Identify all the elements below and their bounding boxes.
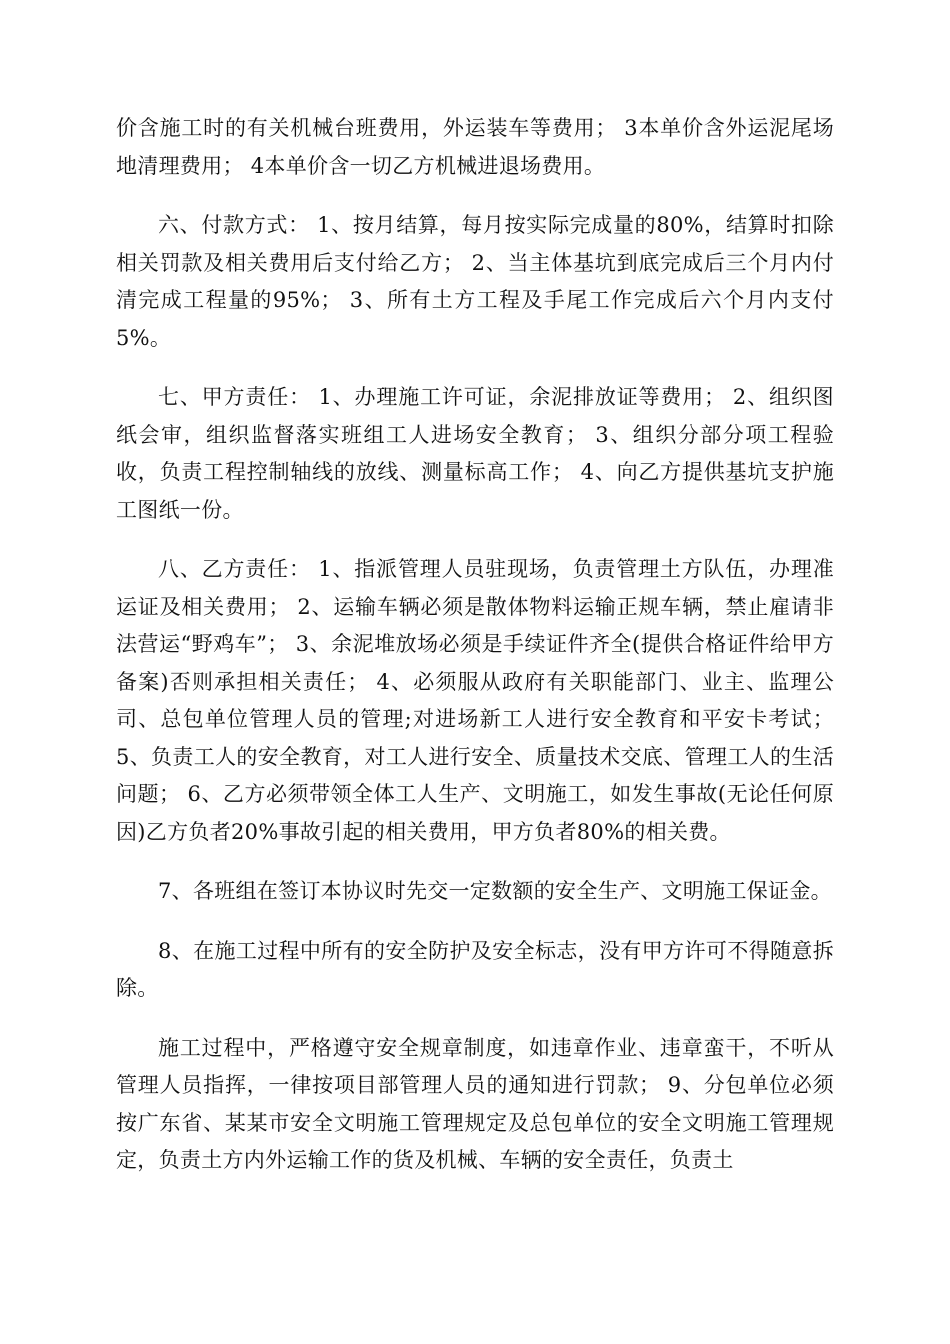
paragraph-pricing-continuation: 价含施工时的有关机械台班费用，外运装车等费用； 3本单价含外运泥尾场地清理费用； 4本单价含一切乙方机械进退场费用。 [116, 116, 834, 178]
paragraph-payment-terms: 六、付款方式： 1、按月结算，每月按实际完成量的80%，结算时扣除相关罚款及相关费用后支付给乙方； 2、当主体基坑到底完成后三个月内付清完成工程量的95%； 3、所有土方工程及手尾工作完成后六个月内支付5%。 [116, 213, 834, 350]
paragraph-party-b-duties: 八、乙方责任： 1、指派管理人员驻现场，负责管理土方队伍，办理准运证及相关费用； 2、运输车辆必须是散体物料运输正规车辆，禁止雇请非法营运“野鸡车”； 3、余泥堆放场必须是手续证件齐全(提供合格证件给甲方备案)否则承担相关责任； 4、必须服从政府有关职能部门、业主、监理公司、总包单位管理人员的管理;对进场新工人进行安全教育和平安卡考试； 5、负责工人的安全教育，对工人进行安全、质量技术交底、管理工人的生活问题； 6、乙方必须带领全体工人生产、文明施工，如发生事故(无论任何原因)乙方负者20%事故引起的相关费用，甲方负者80%的相关费。 [116, 557, 834, 844]
paragraph-safety-signs: 8、在施工过程中所有的安全防护及安全标志，没有甲方许可不得随意拆除。 [116, 938, 834, 1000]
paragraph-construction-rules: 施工过程中，严格遵守安全规章制度，如违章作业、违章蛮干，不听从管理人员指挥，一律按项目部管理人员的通知进行罚款； 9、分包单位必须按广东省、某某市安全文明施工管理规定及总包单位的安全文明施工管理规定，负责土方内外运输工作的货及机械、车辆的安全责任，负责土 [116, 1035, 834, 1172]
paragraph-safety-deposit: 7、各班组在签订本协议时先交一定数额的安全生产、文明施工保证金。 [158, 879, 832, 903]
paragraph-party-a-duties: 七、甲方责任： 1、办理施工许可证，余泥排放证等费用； 2、组织图纸会审，组织监督落实班组工人进场安全教育； 3、组织分部分项工程验收，负责工程控制轴线的放线、测量标高工作； 4、向乙方提供基坑支护施工图纸一份。 [116, 385, 834, 522]
document-body [116, 110, 834, 1202]
